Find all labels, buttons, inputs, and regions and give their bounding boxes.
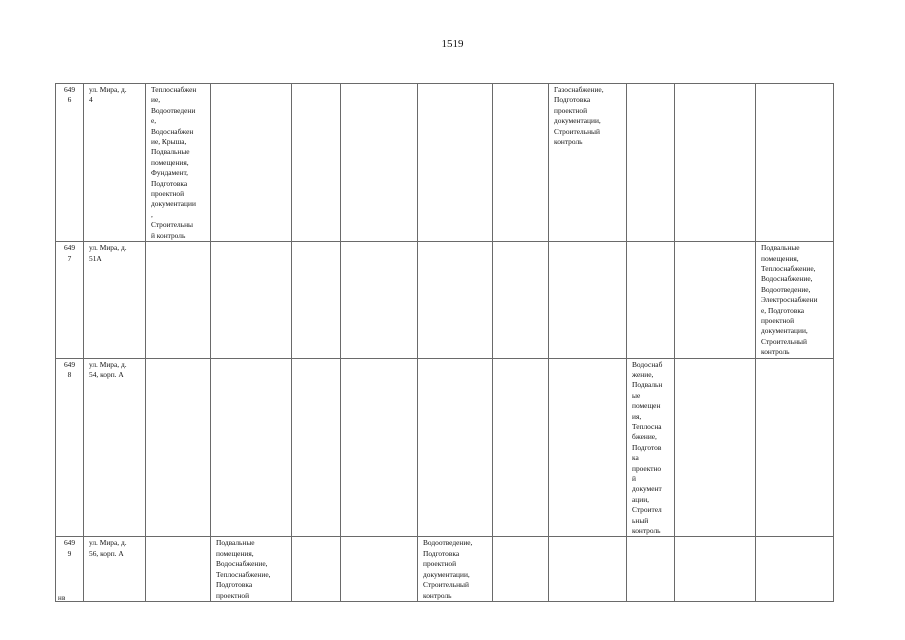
works-cell	[756, 84, 834, 242]
table-row	[56, 84, 834, 242]
footer-mark: нв	[58, 594, 66, 602]
works-cell: Водоснаб жение, Подвальн ые помещен ия, Теплосна бжение, Подготов ка проектно й документ ации, Строител ьный контроль	[627, 358, 675, 537]
works-cell	[211, 84, 292, 242]
works-cell	[341, 242, 418, 358]
works-cell	[292, 358, 341, 537]
works-cell	[675, 358, 756, 537]
works-cell	[627, 84, 675, 242]
works-cell	[418, 84, 493, 242]
page-number: 1519	[441, 38, 464, 50]
works-cell	[146, 537, 211, 601]
row-number-cell: 649 6	[56, 84, 84, 242]
works-cell	[341, 358, 418, 537]
works-cell	[627, 537, 675, 601]
works-cell	[493, 537, 549, 601]
works-cell	[493, 358, 549, 537]
row-number-cell: 649 7	[56, 242, 84, 358]
works-cell	[549, 537, 627, 601]
capital-repair-table	[55, 83, 834, 602]
works-cell	[675, 242, 756, 358]
works-cell: Подвальные помещения, Теплоснабжение, Водоснабжение, Водоотведение, Электроснабжени е, Подготовка проектной документации, Строительный контроль	[756, 242, 834, 358]
works-cell	[756, 537, 834, 601]
works-cell: Газоснабжение, Подготовка проектной документации, Строительный контроль	[549, 84, 627, 242]
table-row	[56, 242, 834, 358]
works-cell: Подвальные помещения, Водоснабжение, Теплоснабжение, Подготовка проектной	[211, 537, 292, 601]
table-row	[56, 537, 834, 601]
works-cell	[549, 358, 627, 537]
works-cell: Теплоснабжен ие, Водоотведени е, Водоснабжен ие, Крыша, Подвальные помещения, Фундамент, Подготовка проектной документации , Строительны й контроль	[146, 84, 211, 242]
works-cell	[341, 84, 418, 242]
works-cell	[211, 358, 292, 537]
works-cell	[146, 358, 211, 537]
works-cell	[418, 358, 493, 537]
works-cell	[292, 242, 341, 358]
address-cell: ул. Мира, д. 54, корп. А	[84, 358, 146, 537]
works-cell	[341, 537, 418, 601]
works-cell: Водоотведение, Подготовка проектной документации, Строительный контроль	[418, 537, 493, 601]
address-cell: ул. Мира, д. 4	[84, 84, 146, 242]
works-cell	[146, 242, 211, 358]
works-cell	[549, 242, 627, 358]
row-number-cell: 649 9	[56, 537, 84, 601]
works-cell	[292, 84, 341, 242]
works-cell	[627, 242, 675, 358]
works-cell	[292, 537, 341, 601]
row-number-cell: 649 8	[56, 358, 84, 537]
works-cell	[675, 537, 756, 601]
works-cell	[211, 242, 292, 358]
address-cell: ул. Мира, д. 56, корп. А	[84, 537, 146, 601]
works-cell	[493, 84, 549, 242]
works-cell	[418, 242, 493, 358]
works-cell	[493, 242, 549, 358]
table-row	[56, 358, 834, 537]
address-cell: ул. Мира, д. 51А	[84, 242, 146, 358]
works-cell	[756, 358, 834, 537]
works-cell	[675, 84, 756, 242]
